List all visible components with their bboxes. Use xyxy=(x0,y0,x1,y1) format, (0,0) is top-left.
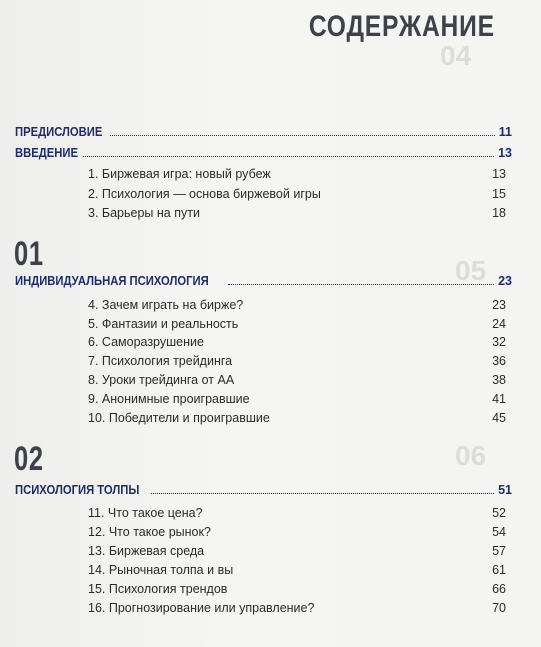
toc-entry-page: 23 xyxy=(498,274,512,288)
toc-item-label: 2. Психология — основа биржевой игры xyxy=(88,187,321,201)
toc-item-page: 66 xyxy=(492,582,506,596)
toc-entry-page: 13 xyxy=(498,146,512,160)
toc-item-page: 52 xyxy=(492,506,506,520)
toc-item[interactable] xyxy=(88,352,506,370)
toc-item-page: 61 xyxy=(492,563,506,577)
toc-entry-chapter-02[interactable] xyxy=(15,479,512,497)
toc-item[interactable] xyxy=(88,333,506,351)
toc-item-label: 13. Биржевая среда xyxy=(88,544,205,558)
toc-item-page: 32 xyxy=(492,335,506,349)
toc-item-label: 14. Рыночная толпа и вы xyxy=(88,563,234,577)
toc-item-label: 7. Психология трейдинга xyxy=(88,354,233,368)
toc-item-page: 18 xyxy=(492,206,506,220)
toc-item-page: 13 xyxy=(492,167,506,181)
dot-leader xyxy=(83,156,494,157)
toc-entry-label: ПРЕДИСЛОВИЕ xyxy=(15,125,103,139)
toc-entry-label: ВВЕДЕНИЕ xyxy=(15,146,78,160)
dot-leader xyxy=(110,135,495,136)
toc-item-label: 6. Саморазрушение xyxy=(88,335,204,349)
toc-item-label: 16. Прогнозирование или управление? xyxy=(88,601,315,615)
toc-item-page: 23 xyxy=(492,298,506,312)
toc-item[interactable] xyxy=(88,185,506,203)
toc-item-page: 36 xyxy=(492,354,506,368)
toc-item[interactable] xyxy=(88,599,506,617)
toc-entry-preface[interactable] xyxy=(15,121,512,139)
toc-item-label: 4. Зачем играть на бирже? xyxy=(88,298,244,312)
toc-item[interactable] xyxy=(88,296,506,314)
bleed-through-text: 04 xyxy=(440,40,472,71)
toc-item[interactable] xyxy=(88,542,506,560)
toc-entry-label: ПСИХОЛОГИЯ ТОЛПЫ xyxy=(15,483,140,497)
toc-item-label: 5. Фантазии и реальность xyxy=(88,317,239,331)
toc-item[interactable] xyxy=(88,204,506,222)
toc-item[interactable] xyxy=(88,165,506,183)
toc-item[interactable] xyxy=(88,561,506,579)
toc-item[interactable] xyxy=(88,409,506,427)
bleed-through-text: 05 xyxy=(455,255,487,286)
toc-item-page: 54 xyxy=(492,525,506,539)
toc-item-page: 24 xyxy=(492,317,506,331)
toc-item-label: 1. Биржевая игра: новый рубеж xyxy=(88,167,271,181)
toc-item[interactable] xyxy=(88,371,506,389)
dot-leader xyxy=(151,493,494,494)
toc-entry-introduction[interactable] xyxy=(15,142,512,160)
toc-item-label: 8. Уроки трейдинга от АА xyxy=(88,373,235,387)
toc-entry-page: 11 xyxy=(498,125,512,139)
toc-entry-label: ИНДИВИДУАЛЬНАЯ ПСИХОЛОГИЯ xyxy=(15,274,209,288)
toc-item[interactable] xyxy=(88,523,506,541)
toc-item-page: 45 xyxy=(492,411,506,425)
toc-item-label: 15. Психология трендов xyxy=(88,582,228,596)
toc-item-label: 3. Барьеры на пути xyxy=(88,206,200,220)
page-title: СОДЕРЖАНИЕ xyxy=(308,10,495,43)
toc-item-label: 12. Что такое рынок? xyxy=(88,525,211,539)
toc-item-page: 15 xyxy=(492,187,506,201)
toc-item[interactable] xyxy=(88,580,506,598)
dot-leader xyxy=(228,284,494,285)
toc-item[interactable] xyxy=(88,390,506,408)
toc-item[interactable] xyxy=(88,315,506,333)
toc-item-page: 70 xyxy=(492,601,506,615)
toc-item[interactable] xyxy=(88,504,506,522)
toc-entry-chapter-01[interactable] xyxy=(15,270,512,288)
toc-item-label: 10. Победители и проигравшие xyxy=(88,411,270,425)
chapter-number: 02 xyxy=(14,440,44,478)
toc-item-page: 57 xyxy=(492,544,506,558)
toc-entry-page: 51 xyxy=(498,483,512,497)
chapter-number: 01 xyxy=(14,235,44,273)
toc-item-page: 41 xyxy=(492,392,506,406)
toc-item-label: 11. Что такое цена? xyxy=(88,506,203,520)
toc-item-page: 38 xyxy=(492,373,506,387)
bleed-through-text: 06 xyxy=(455,440,487,471)
toc-item-label: 9. Анонимные проигравшие xyxy=(88,392,250,406)
